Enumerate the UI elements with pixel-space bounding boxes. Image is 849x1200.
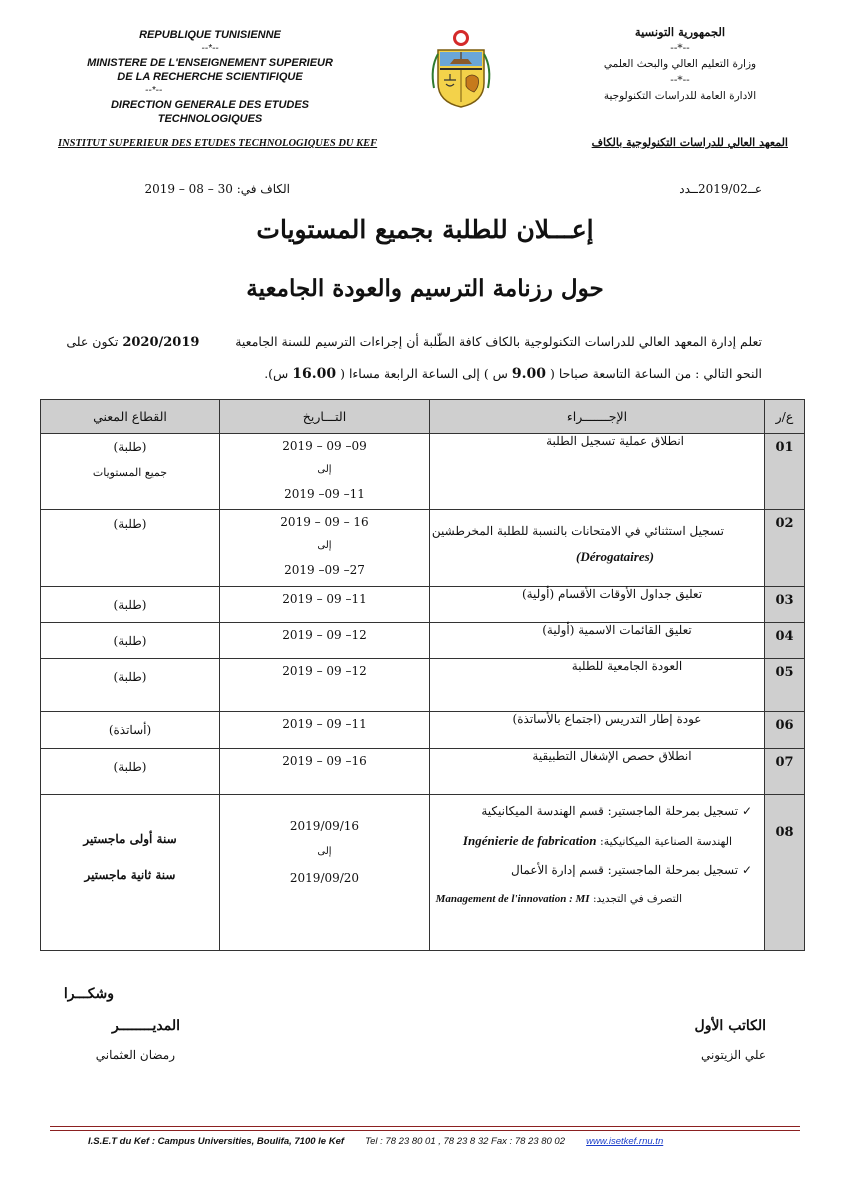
table-row: [41, 795, 805, 951]
start-time: 9.00: [511, 366, 547, 382]
row-number: 02: [765, 510, 805, 587]
sector-text: جميع المستويات: [92, 466, 168, 479]
footer-divider: [50, 1126, 800, 1127]
schedule-table: [40, 399, 805, 951]
reference-number: عــ2019/02ــدد: [679, 182, 762, 196]
row-number: 08: [765, 795, 805, 951]
ministry-ar: وزارة التعليم العالي والبحث العلمي: [603, 58, 757, 70]
header-arabic: [560, 24, 800, 104]
master-item: [430, 797, 752, 826]
row-number: 03: [765, 587, 805, 623]
row-date: 12– 09 – 2019: [220, 623, 430, 659]
speciality-fr: Management de l'innovation : MI: [435, 893, 590, 905]
row-action: العودة الجامعية للطلبة: [430, 659, 765, 712]
footer-address: I.S.E.T du Kef : Campus Universities, Boulifa, 7100 le Kef: [88, 1136, 345, 1147]
row-action: عودة إطار التدريس (اجتماع بالأساتذة): [430, 712, 765, 749]
row-sector: (طلبة): [41, 623, 220, 659]
speciality-fr: Ingénierie de fabrication: [462, 833, 597, 848]
institute-name-fr: INSTITUT SUPERIEUR DES ETUDES TECHNOLOGIQUES DU KEF: [58, 138, 378, 149]
table-row: [41, 712, 805, 749]
intro-text: تعلم إدارة المعهد العالي للدراسات التكنولوجية بالكاف كافة الطّلبة أن إجراءات الترسيم للسنة الجامعية: [235, 334, 762, 349]
row-action: [430, 795, 765, 951]
row-date: 11– 09 – 2019: [220, 712, 430, 749]
row-date: 12– 09 – 2019: [220, 659, 430, 712]
announcement-subtitle: حول رزنامة الترسيم والعودة الجامعية: [246, 275, 604, 302]
date-from: 16 – 09 – 2019: [280, 515, 369, 529]
announcement-title: إعـــلان للطلبة بجميع المستويات: [256, 215, 594, 244]
table-row: [41, 623, 805, 659]
row-action-text: تسجيل استثنائي في الامتحانات بالنسبة للطلبة المخرطشين: [431, 524, 724, 538]
secretary-title: الكاتب الأول: [694, 1018, 766, 1034]
row-action: تعليق جداول الأوقات الأقسام (أولية): [430, 587, 765, 623]
website-link[interactable]: www.isetkef.rnu.tn: [586, 1136, 664, 1147]
intro-text: تكون على: [66, 334, 119, 349]
row-sector: [41, 795, 220, 951]
checkmark-icon: ✓: [741, 804, 752, 818]
director-name: رمضان العثماني: [95, 1048, 175, 1062]
director-title: المديــــــــر: [111, 1018, 180, 1034]
row-action: انطلاق حصص الإشغال التطبيقية: [430, 749, 765, 795]
date-to-label: إلى: [317, 540, 332, 551]
row-action: تعليق القائمات الاسمية (أولية): [430, 623, 765, 659]
document-date: الكاف في: 30 – 08 – 2019: [144, 182, 290, 196]
date-to-label: إلى: [317, 846, 332, 857]
intro-line-2: [264, 366, 762, 382]
row-sector: (طلبة): [41, 749, 220, 795]
tunisia-coat-of-arms-icon: [428, 28, 494, 108]
row-sector: [41, 434, 220, 510]
secretary-name: علي الزيتوني: [700, 1048, 766, 1062]
header-separator: --*--: [670, 42, 690, 54]
date-from: 2019/09/16: [289, 819, 360, 833]
header-num: ع/ر: [765, 400, 805, 434]
date-to: 11– 09– 2019: [284, 487, 365, 501]
ministry-line2-fr: DE LA RECHERCHE SCIENTIFIQUE: [117, 71, 303, 83]
intro-text: النحو التالي : من الساعة التاسعة صباحا (: [550, 366, 762, 381]
header-french: [60, 28, 360, 126]
direction-ar: الادارة العامة للدراسات التكنولوجية: [603, 90, 757, 102]
country-name-ar: الجمهورية التونسية: [634, 25, 726, 39]
master-program: تسجيل بمرحلة الماجستير: قسم الهندسة الميكانيكية: [481, 804, 739, 818]
row-date: 16– 09 – 2019: [220, 749, 430, 795]
speciality-ar: الهندسة الصناعية الميكانيكية:: [600, 835, 732, 848]
footer-phones: Tel : 78 23 80 01 , 78 23 8 32 Fax : 78 23 80 02: [365, 1136, 566, 1147]
header-action: الإجـــــــراء: [430, 400, 765, 434]
row-date: [220, 434, 430, 510]
row-sector: (طلبة): [41, 510, 220, 587]
table-row: [41, 587, 805, 623]
row-date: [220, 510, 430, 587]
table-row: [41, 510, 805, 587]
row-number: 05: [765, 659, 805, 712]
row-sector: (أساتذة): [41, 712, 220, 749]
master-speciality: [430, 885, 752, 914]
sector-text: سنة أولى ماجستير: [83, 832, 177, 846]
row-action: [430, 510, 765, 587]
master-program: تسجيل بمرحلة الماجستير: قسم إدارة الأعمال: [511, 863, 739, 877]
table-row: [41, 749, 805, 795]
sector-text: سنة ثانية ماجستير: [84, 868, 176, 882]
date-to-label: إلى: [317, 464, 332, 475]
header-separator: --*--: [670, 74, 690, 86]
row-date: [220, 795, 430, 951]
intro-text: س ) إلى الساعة الرابعة مساءا (: [340, 366, 508, 381]
row-number: 07: [765, 749, 805, 795]
row-action-french: (Dérogataires): [575, 549, 654, 564]
table-header-row: [41, 400, 805, 434]
end-time: 16.00: [292, 366, 337, 382]
row-action: انطلاق عملية تسجيل الطلبة: [430, 434, 765, 510]
table-row: [41, 659, 805, 712]
speciality-ar: التصرف في التجديد:: [592, 893, 682, 905]
intro-line-1: [40, 334, 762, 350]
header-date: التـــاريخ: [220, 400, 430, 434]
row-number: 04: [765, 623, 805, 659]
row-sector: (طلبة): [41, 659, 220, 712]
country-name-fr: REPUBLIQUE TUNISIENNE: [139, 29, 281, 41]
header-sector: القطاع المعني: [41, 400, 220, 434]
academic-year: 2020/2019: [122, 335, 200, 350]
thanks-text: وشكـــرا: [63, 986, 114, 1002]
table-row: [41, 434, 805, 510]
date-to: 2019/09/20: [289, 871, 360, 885]
row-number: 01: [765, 434, 805, 510]
row-sector: (طلبة): [41, 587, 220, 623]
master-item: [430, 856, 752, 885]
date-to: 27– 09– 2019: [284, 563, 365, 577]
master-speciality: [430, 826, 752, 856]
institute-name-ar: المعهد العالي للدراسات التكنولوجية بالكاف: [591, 136, 788, 149]
direction-fr: DIRECTION GENERALE DES ETUDES TECHNOLOGIQUES: [110, 99, 310, 125]
intro-text: س).: [264, 366, 289, 381]
sector-text: (طلبة): [113, 440, 147, 454]
checkmark-icon: ✓: [741, 863, 752, 877]
footer-divider: [50, 1130, 800, 1131]
header-separator: --*--: [145, 85, 163, 96]
row-date: 11– 09 – 2019: [220, 587, 430, 623]
header-separator: --*--: [201, 43, 219, 54]
footer: [88, 1136, 808, 1147]
row-number: 06: [765, 712, 805, 749]
ministry-line1-fr: MINISTERE DE L'ENSEIGNEMENT SUPERIEUR: [87, 57, 333, 69]
date-from: 09– 09 – 2019: [282, 439, 367, 453]
